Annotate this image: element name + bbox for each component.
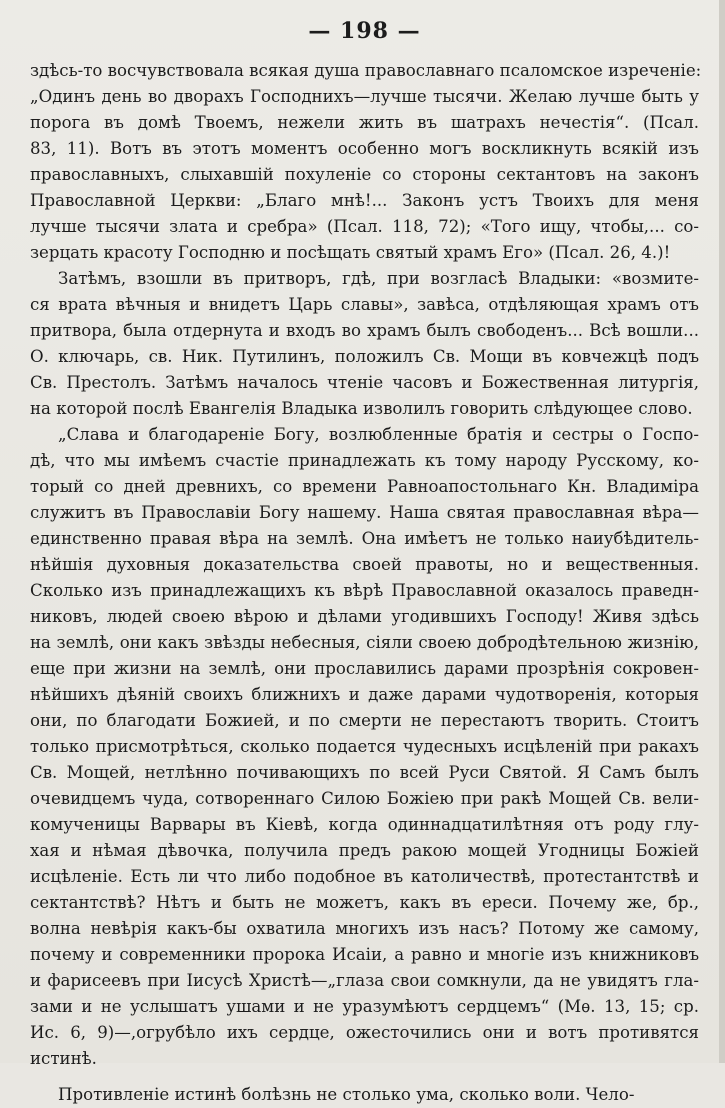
page-number: — 198 — bbox=[308, 18, 421, 44]
text-line: очевидцемъ чуда, сотвореннаго Силою Божіею при ракѣ Мощей Св. вели- bbox=[30, 789, 699, 808]
text-line: Затѣмъ, взошли въ притворъ, гдѣ, при возгласѣ Владыки: «возмите- bbox=[58, 269, 699, 288]
text-line: „Одинъ день во дворахъ Господнихъ—лучше тысячи. Желаю лучше быть у bbox=[30, 87, 699, 106]
text-line: нѣйшія духовныя доказательства своей правоты, но и вещественныя. bbox=[30, 555, 699, 574]
text-line: дѣ, что мы имѣемъ счастіе принадлежать къ тому народу Русскому, ко- bbox=[30, 451, 699, 470]
text-line: на которой послѣ Евангелія Владыка изволилъ говорить слѣдующее слово. bbox=[30, 399, 693, 418]
text-line: комученицы Варвары въ Кіевѣ, когда одиннадцатилѣтняя отъ роду глу- bbox=[30, 815, 699, 834]
text-line: истинѣ. bbox=[30, 1049, 97, 1068]
text-line: Противленіе истинѣ болѣзнь не столько ума, сколько воли. Чело- bbox=[58, 1085, 635, 1104]
text-line: Сколько изъ принадлежащихъ къ вѣрѣ Православной оказалось праведн- bbox=[30, 581, 699, 600]
text-line: зами и не услышатъ ушами и не уразумѣютъ сердцемъ“ (Мѳ. 13, 15; ср. bbox=[30, 997, 699, 1016]
text-line: О. ключарь, св. Ник. Путилинъ, положилъ Св. Мощи въ ковчежцѣ подъ bbox=[30, 347, 699, 366]
text-line: еще при жизни на землѣ, они прославились дарами прозрѣнія сокровен- bbox=[30, 659, 699, 678]
paragraph bbox=[30, 422, 699, 1072]
text-line: Ис. 6, 9)—,огрубѣло ихъ сердце, ожесточились они и вотъ противятся bbox=[30, 1023, 699, 1042]
text-line: „Слава и благодареніе Богу, возлюбленные братія и сестры о Госпо- bbox=[58, 425, 699, 444]
text-line: и фарисеевъ при Іисусѣ Христѣ—„глаза свои сомкнули, да не увидятъ гла- bbox=[30, 971, 699, 990]
text-line: торый со дней древнихъ, со времени Равноапостольнаго Кн. Владиміра bbox=[30, 477, 699, 496]
text-line: на землѣ, они какъ звѣзды небесныя, сіяли своею добродѣтельною жизнію, bbox=[30, 633, 699, 652]
text-line: лучше тысячи злата и сребра» (Псал. 118, 72); «Того ищу, чтобы,... со- bbox=[30, 217, 699, 236]
text-line: Св. Мощей, нетлѣнно почивающихъ по всей Руси Святой. Я Самъ былъ bbox=[30, 763, 699, 782]
paragraph-gap bbox=[30, 1072, 699, 1082]
page-edge bbox=[719, 0, 725, 1063]
paragraph bbox=[30, 1082, 699, 1108]
text-line: исцѣленіе. Есть ли что либо подобное въ католичествѣ, протестантствѣ и bbox=[30, 867, 699, 886]
paragraph bbox=[30, 58, 702, 266]
text-line: 83, 11). Вотъ въ этотъ моментъ особенно могъ воскликнуть всякій изъ bbox=[30, 139, 699, 158]
text-line: они, по благодати Божией, и по смерти не перестаютъ творить. Стоитъ bbox=[30, 711, 699, 730]
text-line: порога въ домѣ Твоемъ, нежели жить въ шатрахъ нечестія“. (Псал. bbox=[30, 113, 699, 132]
text-line: Православной Церкви: „Благо мнѣ!... Законъ устъ Твоихъ для меня bbox=[30, 191, 699, 210]
text-line: волна невѣрія какъ-бы охватила многихъ изъ насъ? Потому же самому, bbox=[30, 919, 699, 938]
text-line: единственно правая вѣра на землѣ. Она имѣетъ не только наиубѣдитель- bbox=[30, 529, 699, 548]
text-line: притвора, была отдернута и входъ во храмъ былъ свободенъ... Всѣ вошли... bbox=[30, 321, 699, 340]
text-line: православныхъ, слыхавшій похуленіе со стороны сектантовъ на законъ bbox=[30, 165, 699, 184]
text-line: сектантствѣ? Нѣтъ и быть не можетъ, какъ въ ереси. Почему же, бр., bbox=[30, 893, 699, 912]
text-line: зерцать красоту Господню и посѣщать святый храмъ Его» (Псал. 26, 4.)! bbox=[30, 243, 671, 262]
text-line: никовъ, людей своею вѣрою и дѣлами угодившихъ Господу! Живя здѣсь bbox=[30, 607, 699, 626]
text-line: служитъ въ Православіи Богу нашему. Наша святая православная вѣра— bbox=[30, 503, 699, 522]
text-line: хая и нѣмая дѣвочка, получила предъ ракою мощей Угодницы Божіей bbox=[30, 841, 699, 860]
body-text bbox=[30, 58, 702, 1108]
text-line: нѣйшихъ дѣяній своихъ ближнихъ и даже дарами чудотворенія, которыя bbox=[30, 685, 699, 704]
text-line: почему и современники пророка Исаіи, а равно и многіе изъ книжниковъ bbox=[30, 945, 699, 964]
text-line: здѣсь-то восчувствовала всякая душа православнаго псаломское изреченіе: bbox=[30, 61, 702, 80]
text-line: Св. Престолъ. Затѣмъ началось чтеніе часовъ и Божественная литургія, bbox=[30, 373, 699, 392]
text-line: только присмотрѣться, сколько подается чудесныхъ исцѣленій при ракахъ bbox=[30, 737, 699, 756]
text-line: ся врата вѣчныя и внидетъ Царь славы», завѣса, отдѣляющая храмъ отъ bbox=[30, 295, 699, 314]
paragraph bbox=[30, 266, 699, 422]
